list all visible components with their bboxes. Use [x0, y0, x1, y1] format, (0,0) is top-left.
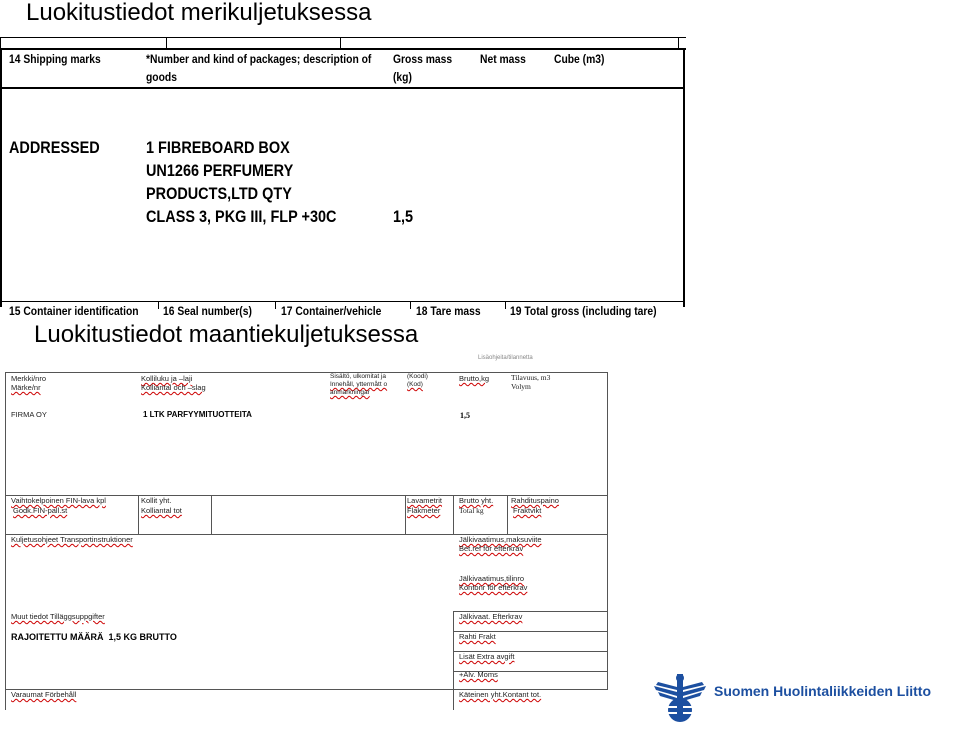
- packages-header-sv: Kolliantal och –slag: [141, 383, 206, 392]
- gross-total-sv: Total kg: [459, 506, 484, 515]
- road-section-title: Luokitustiedot maantiekuljetuksessa: [34, 321, 419, 348]
- packages-header-line2: goods: [146, 70, 177, 84]
- cod-account-fi: Jälkivaatimus,tilinro: [459, 574, 525, 583]
- extra-fee-row: Lisät Extra avgift: [459, 652, 515, 661]
- cod-reference-sv: Bet.ref för efterkrav: [459, 544, 524, 553]
- sea-form: [0, 37, 686, 318]
- contents-header-fi: Sisältö, ulkomitat ja: [330, 373, 386, 380]
- limited-quantity-value: RAJOITETTU MÄÄRÄ 1,5 KG BRUTTO: [11, 632, 177, 642]
- shipping-marks-value: ADDRESSED: [9, 138, 100, 157]
- volume-header-sv: Volym: [511, 382, 531, 391]
- marks-header-sv: Märke/nr: [11, 383, 41, 392]
- gross-value: 1,5: [460, 411, 470, 420]
- loading-meters-sv: Flakmeter: [407, 506, 441, 515]
- contents-header-sv2: anmärkningar: [330, 389, 370, 396]
- marks-value: FIRMA OY: [11, 410, 47, 419]
- cube-header: Cube (m3): [554, 52, 605, 66]
- association-logo: [652, 672, 956, 724]
- loading-meters-fi: Lavametrit: [407, 496, 443, 505]
- other-info-label: Muut tiedot Tilläggsuppgifter: [11, 612, 105, 621]
- packages-total-fi: Kollit yht.: [141, 496, 172, 505]
- freight-weight-sv: Fraktvikt: [513, 506, 542, 515]
- pallets-label-fi: Vaihtokelpoinen FIN-lava kpl: [11, 496, 106, 505]
- footer-seal-number: 16 Seal number(s): [163, 304, 252, 318]
- goods-line-2: UN1266 PERFUMERY: [146, 161, 294, 180]
- volume-header-fi: Tilavuus, m3: [511, 373, 551, 382]
- gross-mass-unit: (kg): [393, 70, 412, 84]
- packages-header-fi: Kolliluku ja –laji: [141, 374, 193, 383]
- code-header-fi: (Koodi): [407, 373, 428, 380]
- association-name: Suomen Huolintaliikkeiden Liitto: [714, 683, 932, 699]
- pallets-label-sv: Godk.FIN-pall.st: [13, 506, 68, 515]
- code-header-sv: (Kod): [407, 381, 423, 388]
- road-form: [0, 350, 612, 710]
- net-mass-header: Net mass: [480, 52, 526, 66]
- winged-emblem-icon: [652, 672, 708, 724]
- packages-header-line1: *Number and kind of packages; description of: [146, 52, 372, 66]
- goods-line-3: PRODUCTS,LTD QTY: [146, 184, 292, 203]
- reservations-label: Varaumat Förbehåll: [11, 690, 77, 699]
- packages-total-sv: Kolliantal tot: [141, 506, 182, 515]
- cod-row: Jälkivaat. Efterkrav: [459, 612, 523, 621]
- gross-total-fi: Brutto yht.: [459, 496, 494, 505]
- transport-instructions-label: Kuljetusohjeet Transportinstruktioner: [11, 535, 133, 544]
- footer-container-id: 15 Container identification: [9, 304, 139, 318]
- cash-total-row: Käteinen yht.Kontant tot.: [459, 690, 542, 699]
- gross-mass-value: 1,5: [393, 207, 414, 226]
- freight-row: Rahti Frakt: [459, 632, 496, 641]
- vat-row: +Alv. Moms: [459, 670, 498, 679]
- goods-line-1: 1 FIBREBOARD BOX: [146, 138, 290, 157]
- footer-container-vehicle: 17 Container/vehicle: [281, 304, 382, 318]
- shipping-marks-header: 14 Shipping marks: [9, 52, 101, 66]
- footer-total-gross: 19 Total gross (including tare): [510, 304, 657, 318]
- marks-header-fi: Merkki/nro: [11, 374, 47, 383]
- gross-header: Brutto,kg: [459, 374, 490, 383]
- cod-account-sv: Kontonr för efterkrav: [459, 583, 528, 592]
- goods-line-4: CLASS 3, PKG III, FLP +30C: [146, 207, 337, 226]
- footer-tare-mass: 18 Tare mass: [416, 304, 481, 318]
- goods-value: 1 LTK PARFYYMITUOTTEITA: [143, 410, 252, 419]
- freight-weight-fi: Rahdituspaino: [511, 496, 559, 505]
- sea-section-title: Luokitustiedot merikuljetuksessa: [26, 0, 372, 26]
- top-cut-text: Lisäohjeita/tilannetta: [478, 355, 533, 361]
- gross-mass-header: Gross mass: [393, 52, 453, 66]
- contents-header-sv1: Innehåll, yttermått o: [330, 381, 388, 388]
- cod-reference-fi: Jälkivaatimus,maksuviite: [459, 535, 542, 544]
